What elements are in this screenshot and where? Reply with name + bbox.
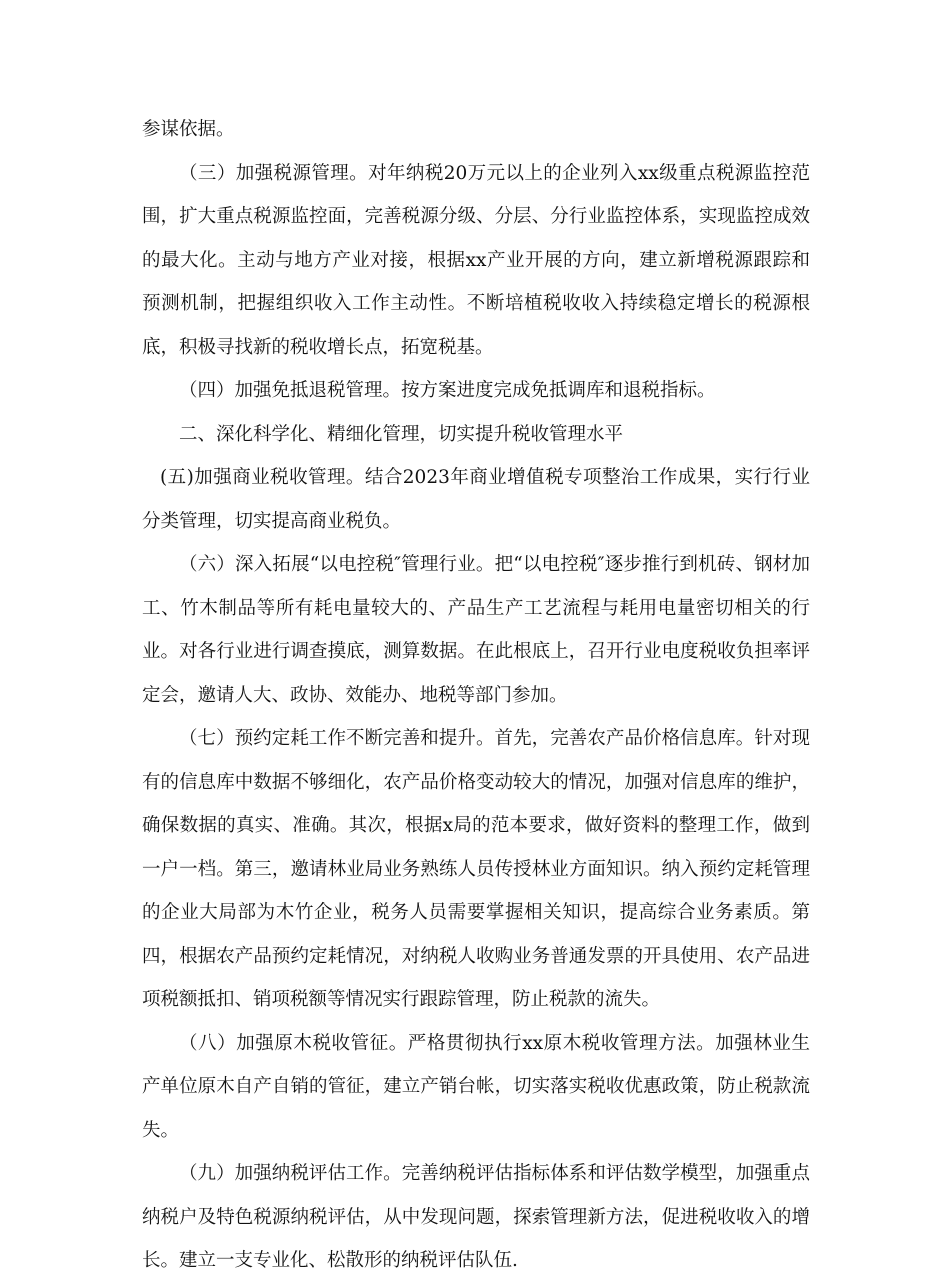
paragraph-8-timber: （八）加强原木税收管征。严格贯彻执行xx原木税收管理方法。加强林业生产单位原木自产自销的管征，建立产销台帐，切实落实税收优惠政策，防止税款流失。 [142,1032,810,1141]
section-heading-2: 二、深化科学化、精细化管理，切实提升税收管理水平 [179,423,624,445]
paragraph-9-assessment: （九）加强纳税评估工作。完善纳税评估指标体系和评估数学模型，加强重点纳税户及特色税源纳税评估，从中发现问题，探索管理新方法，促进税收收入的增长。建立一支专业化、松散形的纳税评估队伍. [142,1163,810,1271]
paragraph-7-consumption: （七）预约定耗工作不断完善和提升。首先，完善农产品价格信息库。针对现有的信息库中数据不够细化，农产品价格变动较大的情况，加强对信息库的维护，确保数据的真实、准确。其次，根据x局的范本要求，做好资料的整理工作，做到一户一档。第三，邀请林业局业务熟练人员传授林业方面知识。纳入预约定耗管理的企业大局部为木竹企业，税务人员需要掌握相关知识，提高综合业务素质。第四，根据农产品预约定耗情况，对纳税人收购业务普通发票的开具使用、农产品进项税额抵扣、销项税额等情况实行跟踪管理，防止税款的流失。 [142,728,810,1010]
paragraph-6-electricity-control: （六）深入拓展“以电控税″管理行业。把“以电控税″逐步推行到机砖、钢材加工、竹木制品等所有耗电量较大的、产品生产工艺流程与耗用电量密切相关的行业。对各行业进行调查摸底，测算数据。在此根底上，召开行业电度税收负担率评定会，邀请人大、政协、效能办、地税等部门参加。 [142,554,810,706]
document-body [142,108,810,1283]
paragraph-3-tax-source: （三）加强税源管理。对年纳税20万元以上的企业列入xx级重点税源监控范围，扩大重点税源监控面，完善税源分级、分层、分行业监控体系，实现监控成效的最大化。主动与地方产业对接，根据xx产业开展的方向，建立新增税源跟踪和预测机制，把握组织收入工作主动性。不断培植税收收入持续稳定增长的税源根底，积极寻找新的税收增长点，拓宽税基。 [142,162,810,358]
paragraph-5-commercial-tax: (五)加强商业税收管理。结合2023年商业增值税专项整治工作成果，实行行业分类管理，切实提高商业税负。 [142,467,810,532]
paragraph-4-exemption: （四）加强免抵退税管理。按方案进度完成免抵调库和退税指标。 [179,380,716,401]
paragraph-continuation: 参谋依据。 [142,119,235,140]
